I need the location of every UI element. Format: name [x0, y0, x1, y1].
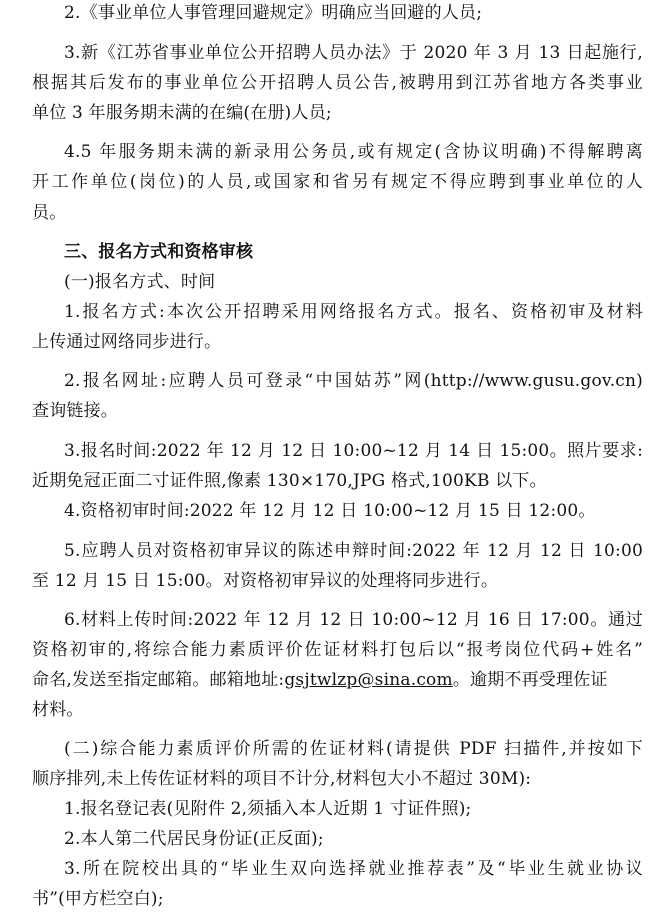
paragraph-line: 近期免冠正面二寸证件照,像素 130×170,JPG 格式,100KB 以下。 — [32, 471, 547, 491]
paragraph-line: 材料。 — [32, 700, 84, 720]
email-link[interactable]: gsjtwlzp@sina.com — [284, 670, 453, 690]
paragraph-line: 上传通过网络同步进行。 — [32, 332, 222, 352]
paragraph-line: 4.5 年服务期未满的新录用公务员,或有规定(含协议明确)不得解聘离 — [64, 142, 643, 162]
list-item: 2.本人第二代居民身份证(正反面); — [64, 829, 324, 849]
paragraph-line: 顺序排列,未上传佐证材料的项目不计分,材料包大小不超过 30M): — [32, 769, 532, 789]
paragraph-line: 3.报名时间:2022 年 12 月 12 日 10:00~12 月 14 日 15:00。照片要求: — [64, 441, 643, 461]
paragraph-text: 。逾期不再受理佐证 — [452, 670, 608, 690]
paragraph-line: 1.报名方式:本次公开招聘采用网络报名方式。报名、资格初审及材料 — [64, 302, 643, 322]
paragraph-line: 开工作单位(岗位)的人员,或国家和省另有规定不得应聘到事业单位的人 — [32, 172, 643, 192]
paragraph-line: 单位 3 年服务期未满的在编(在册)人员; — [32, 103, 332, 123]
paragraph-line — [32, 669, 643, 691]
paragraph-line: 5.应聘人员对资格初审异议的陈述申辩时间:2022 年 12 月 12 日 10:00 — [64, 541, 643, 561]
paragraph-line: 至 12 月 15 日 15:00。对资格初审异议的处理将同步进行。 — [32, 571, 499, 591]
paragraph-line: 2.报名网址:应聘人员可登录“中国姑苏”网(http://www.gusu.gov.cn) — [64, 371, 643, 391]
paragraph-line: 3.新《江苏省事业单位公开招聘人员办法》于 2020 年 3 月 13 日起施行, — [64, 43, 643, 63]
paragraph-line: 6.材料上传时间:2022 年 12 月 12 日 10:00~12 月 16 日 17:00。通过 — [64, 610, 643, 630]
paragraph-line: 资格初审的,将综合能力素质评价佐证材料打包后以“报考岗位代码+姓名” — [32, 640, 643, 660]
section-heading: 三、报名方式和资格审核 — [64, 242, 254, 262]
paragraph-line: (二)综合能力素质评价所需的佐证材料(请提供 PDF 扫描件,并按如下 — [64, 739, 643, 759]
paragraph-line: 根据其后发布的事业单位公开招聘人员公告,被聘用到江苏省地方各类事业 — [32, 73, 643, 93]
paragraph-line: 查询链接。 — [32, 401, 118, 421]
paragraph-line: 4.资格初审时间:2022 年 12 月 12 日 10:00~12 月 15 日 12:00。 — [64, 501, 596, 521]
paragraph-line: 员。 — [32, 203, 67, 223]
paragraph-text: 命名,发送至指定邮箱。邮箱地址: — [32, 670, 285, 690]
list-item: 3.所在院校出具的“毕业生双向选择就业推荐表”及“毕业生就业协议 — [64, 859, 643, 879]
subsection-heading: (一)报名方式、时间 — [64, 272, 216, 292]
list-item: 书”(甲方栏空白); — [32, 889, 164, 909]
list-item: 1.报名登记表(见附件 2,须插入本人近期 1 寸证件照); — [64, 799, 472, 819]
paragraph-line: 2.《事业单位人事管理回避规定》明确应当回避的人员; — [64, 3, 483, 23]
